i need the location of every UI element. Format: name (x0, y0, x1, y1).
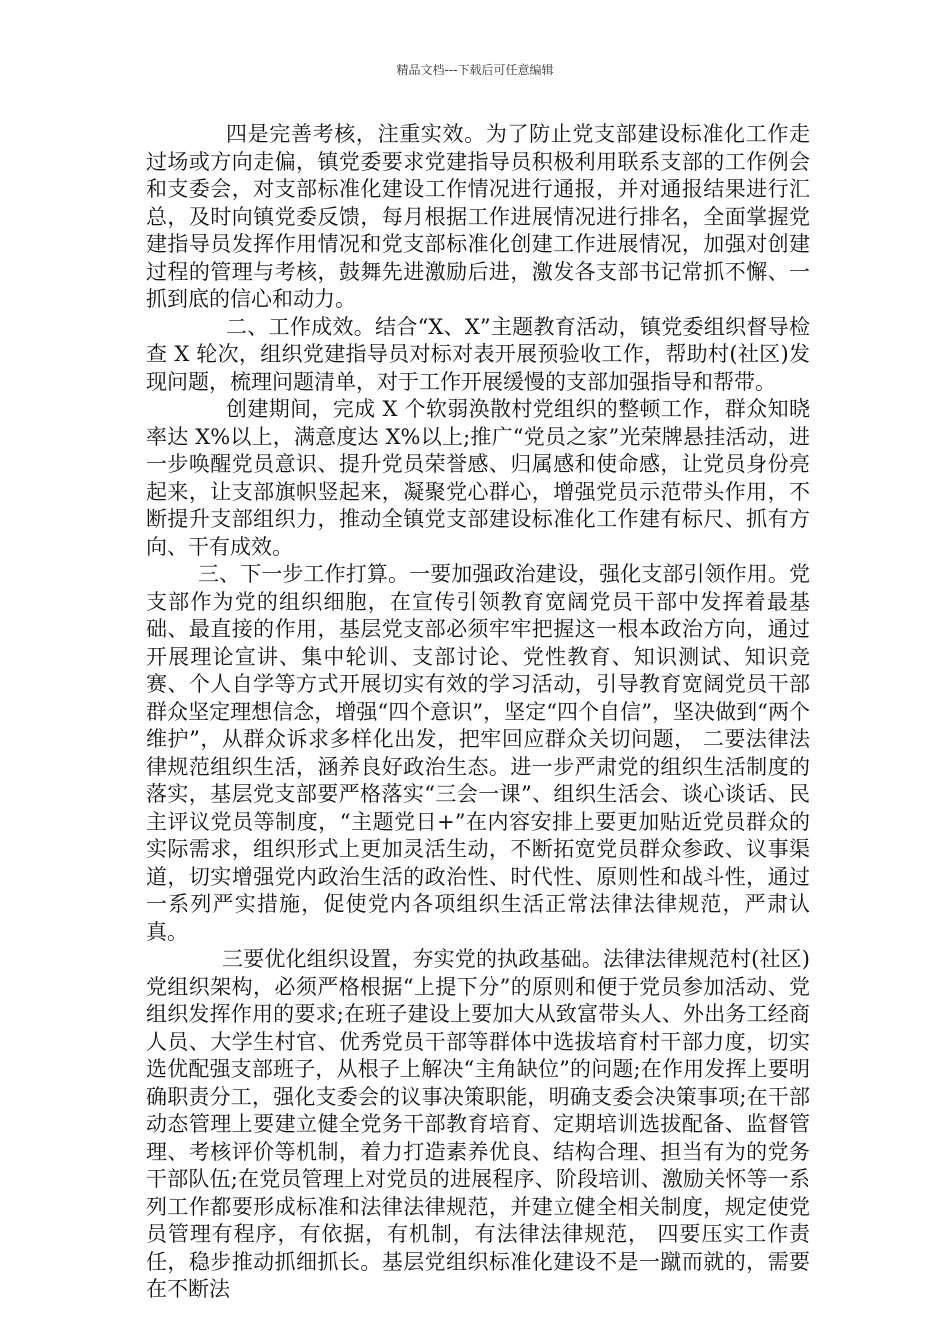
paragraph-assessment: 四是完善考核，注重实效。为了防止党支部建设标准化工作走过场或方向走偏，镇党委要求党建指导员积极利用联系支部的工作例会和支委会，对支部标准化建设工作情况进行通报，并对通报结果进行汇总，及时向镇党委反馈，每月根据工作进展情况进行排名，全面掌握党建指导员发挥作用情况和党支部标准化创建工作进展情况，加强对创建过程的管理与考核，鼓舞先进激励后进，激发各支部书记常抓不懈、一抓到底的信心和动力。 (146, 122, 810, 311)
paragraph-creation-period: 创建期间，完成 X 个软弱涣散村党组织的整顿工作，群众知晓率达 X%以上，满意度达 X%以上;推广“党员之家”光荣牌悬挂活动，进一步唤醒党员意识、提升党员荣誉感、归属感和使命感，让党员身份亮起来，让支部旗帜竖起来，凝聚党心群心，增强党员示范带头作用，不断提升支部组织力，推动全镇党支部建设标准化工作建有标尺、抓有方向、干有成效。 (146, 397, 810, 559)
paragraph-next-steps: 三、下一步工作打算。一要加强政治建设，强化支部引领作用。党支部作为党的组织细胞，在宣传引领教育宽阔党员干部中发挥着最基础、最直接的作用，基层党支部必须牢牢把握这一根本政治方向，通过开展理论宣讲、集中轮训、支部讨论、党性教育、知识测试、知识竞赛、个人自学等方式开展切实有效的学习活动，引导教育宽阔党员干部群众坚定理想信念，增强“四个意识”，坚定“四个自信”，坚决做到“两个维护”，从群众诉求多样化出发，把牢回应群众关切问题， 二要法律法律规范组织生活，涵养良好政治生态。进一步严肃党的组织生活制度的落实，基层党支部要严格落实“三会一课”、组织生活会、谈心谈话、民主评议党员等制度，“主题党日+”在内容安排上要更加贴近党员群众的实际需求，组织形式上更加灵活生动，不断拓宽党员群众参政、议事渠道，切实增强党内政治生活的政治性、时代性、原则性和战斗性，通过一系列严实措施，促使党内各项组织生活正常法律法律规范，严肃认真。 (146, 562, 810, 944)
page-header: 精品文档---下载后可任意编辑 (396, 63, 554, 77)
paragraph-organization-setup: 三要优化组织设置，夯实党的执政基础。法律法律规范村(社区)党组织架构，必须严格根据“上提下分”的原则和便于党员参加活动、党组织发挥作用的要求;在班子建设上要加大从致富带头人、外出务工经商人员、大学生村官、优秀党员干部等群体中选拔培育村干部力度，切实选优配强支部班子，从根子上解决“主角缺位”的问题;在作用发挥上要明确职责分工，强化支委会的议事决策职能，明确支委会决策事项;在干部动态管理上要建立健全党务干部教育培育、定期培训选拔配备、监督管理、考核评价等机制，着力打造素养优良、结构合理、担当有为的党务干部队伍;在党员管理上对党员的进展程序、阶段培训、激励关怀等一系列工作都要形成标准和法律法律规范，并建立健全相关制度，规定使党员管理有程序，有依据，有机制，有法律法律规范， 四要压实工作责任，稳步推动抓细抓长。基层党组织标准化建设不是一蹴而就的，需要在不断法 (146, 947, 810, 1301)
document-body (146, 121, 810, 1304)
paragraph-work-results: 二、工作成效。结合“X、X”主题教育活动，镇党委组织督导检查 X 轮次，组织党建指导员对标对表开展预验收工作，帮助村(社区)发现问题，梳理问题清单，对于工作开展缓慢的支部加强指导和帮带。 (146, 314, 810, 394)
